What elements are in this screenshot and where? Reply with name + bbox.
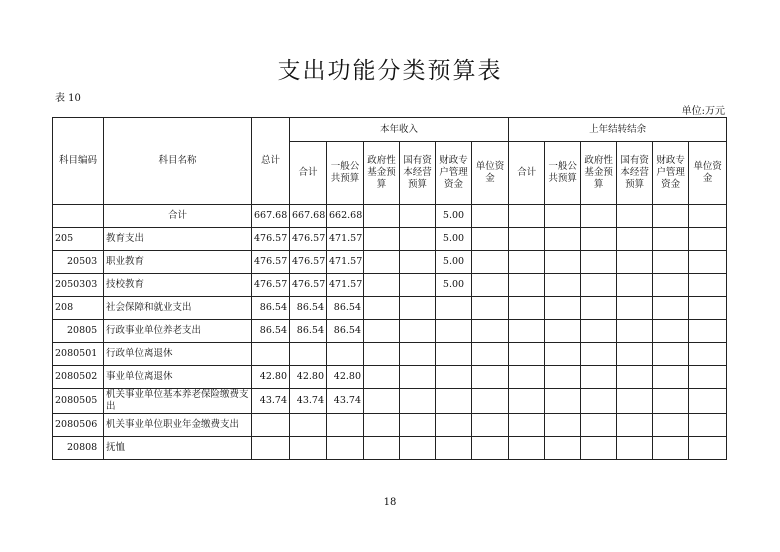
cell-carry-unit-fund	[689, 437, 727, 460]
header-carry-unit-fund: 单位资金	[689, 142, 727, 205]
cell-total	[252, 414, 290, 437]
cell-current-unit-fund	[472, 414, 509, 437]
cell-current-sum	[290, 437, 327, 460]
cell-current-unit-fund	[472, 366, 509, 389]
cell-current-general: 662.68	[327, 205, 364, 228]
header-carry-gov-fund: 政府性基金预算	[581, 142, 617, 205]
cell-total: 86.54	[252, 320, 290, 343]
cell-carry-state-capital	[617, 205, 653, 228]
header-current-general: 一般公共预算	[327, 142, 364, 205]
cell-carry-gov-fund	[581, 437, 617, 460]
cell-current-sum: 86.54	[290, 297, 327, 320]
table-row	[53, 343, 727, 366]
cell-carry-fiscal-special	[653, 205, 689, 228]
page-number: 18	[383, 497, 397, 508]
cell-carry-gov-fund	[581, 274, 617, 297]
cell-current-unit-fund	[472, 389, 509, 414]
cell-carry-gov-fund	[581, 366, 617, 389]
cell-current-general: 471.57	[327, 274, 364, 297]
cell-current-fiscal-special	[436, 343, 472, 366]
cell-carry-state-capital	[617, 297, 653, 320]
cell-current-gov-fund	[364, 274, 400, 297]
cell-current-state-capital	[400, 366, 436, 389]
cell-current-sum	[290, 343, 327, 366]
cell-current-gov-fund	[364, 205, 400, 228]
cell-carry-unit-fund	[689, 251, 727, 274]
cell-current-general	[327, 414, 364, 437]
cell-carry-general	[545, 274, 581, 297]
cell-current-sum: 667.68	[290, 205, 327, 228]
cell-current-general	[327, 343, 364, 366]
cell-name: 社会保障和就业支出	[104, 297, 252, 320]
cell-carry-sum	[509, 437, 545, 460]
cell-current-fiscal-special	[436, 414, 472, 437]
cell-carry-general	[545, 366, 581, 389]
cell-current-gov-fund	[364, 343, 400, 366]
cell-carry-gov-fund	[581, 251, 617, 274]
cell-total: 667.68	[252, 205, 290, 228]
header-carry-fiscal-special: 财政专户管理资金	[653, 142, 689, 205]
cell-current-gov-fund	[364, 414, 400, 437]
cell-carry-fiscal-special	[653, 343, 689, 366]
table-row	[53, 228, 727, 251]
cell-current-state-capital	[400, 414, 436, 437]
cell-carry-state-capital	[617, 343, 653, 366]
header-carry-state-capital: 国有资本经营预算	[617, 142, 653, 205]
cell-current-gov-fund	[364, 228, 400, 251]
cell-carry-state-capital	[617, 366, 653, 389]
cell-carry-state-capital	[617, 251, 653, 274]
cell-total: 476.57	[252, 251, 290, 274]
cell-current-fiscal-special: 5.00	[436, 228, 472, 251]
cell-carry-sum	[509, 389, 545, 414]
cell-current-gov-fund	[364, 320, 400, 343]
cell-carry-fiscal-special	[653, 251, 689, 274]
cell-carry-sum	[509, 251, 545, 274]
cell-name: 事业单位离退休	[104, 366, 252, 389]
cell-name: 技校教育	[104, 274, 252, 297]
cell-carry-gov-fund	[581, 320, 617, 343]
cell-carry-gov-fund	[581, 343, 617, 366]
cell-code: 2080501	[53, 343, 104, 366]
table-row	[53, 389, 727, 414]
cell-current-gov-fund	[364, 366, 400, 389]
header-total: 总计	[252, 118, 290, 205]
cell-current-state-capital	[400, 389, 436, 414]
cell-name: 行政单位离退休	[104, 343, 252, 366]
cell-current-general: 42.80	[327, 366, 364, 389]
cell-current-fiscal-special	[436, 297, 472, 320]
cell-name: 行政事业单位养老支出	[104, 320, 252, 343]
cell-current-general: 471.57	[327, 251, 364, 274]
cell-carry-sum	[509, 205, 545, 228]
cell-current-sum: 476.57	[290, 251, 327, 274]
header-carryover: 上年结转结余	[509, 118, 727, 142]
cell-name: 机关事业单位基本养老保险缴费支出	[104, 389, 252, 414]
cell-current-sum	[290, 414, 327, 437]
cell-carry-general	[545, 320, 581, 343]
cell-carry-fiscal-special	[653, 366, 689, 389]
table-row	[53, 437, 727, 460]
header-carry-general: 一般公共预算	[545, 142, 581, 205]
cell-carry-sum	[509, 320, 545, 343]
page-title: 支出功能分类预算表	[277, 58, 503, 84]
cell-carry-state-capital	[617, 437, 653, 460]
cell-carry-state-capital	[617, 414, 653, 437]
cell-code	[53, 205, 104, 228]
cell-current-unit-fund	[472, 274, 509, 297]
cell-current-fiscal-special	[436, 320, 472, 343]
cell-carry-state-capital	[617, 274, 653, 297]
cell-carry-sum	[509, 414, 545, 437]
cell-total: 476.57	[252, 274, 290, 297]
cell-total: 86.54	[252, 297, 290, 320]
cell-current-unit-fund	[472, 320, 509, 343]
cell-total: 42.80	[252, 366, 290, 389]
cell-code: 20503	[53, 251, 104, 274]
header-current-sum: 合计	[290, 142, 327, 205]
cell-current-state-capital	[400, 320, 436, 343]
cell-current-state-capital	[400, 274, 436, 297]
cell-current-sum: 476.57	[290, 228, 327, 251]
cell-name: 机关事业单位职业年金缴费支出	[104, 414, 252, 437]
cell-total	[252, 437, 290, 460]
cell-current-fiscal-special	[436, 366, 472, 389]
cell-carry-fiscal-special	[653, 228, 689, 251]
cell-carry-state-capital	[617, 228, 653, 251]
cell-current-gov-fund	[364, 389, 400, 414]
cell-current-gov-fund	[364, 297, 400, 320]
cell-carry-fiscal-special	[653, 437, 689, 460]
table-row	[53, 320, 727, 343]
cell-carry-general	[545, 389, 581, 414]
cell-current-fiscal-special: 5.00	[436, 205, 472, 228]
cell-carry-general	[545, 228, 581, 251]
cell-carry-general	[545, 297, 581, 320]
cell-current-gov-fund	[364, 437, 400, 460]
table-row	[53, 414, 727, 437]
header-carry-sum: 合计	[509, 142, 545, 205]
cell-current-state-capital	[400, 228, 436, 251]
table-row	[53, 366, 727, 389]
cell-carry-state-capital	[617, 320, 653, 343]
cell-carry-gov-fund	[581, 205, 617, 228]
cell-carry-gov-fund	[581, 297, 617, 320]
cell-carry-gov-fund	[581, 389, 617, 414]
table-row	[53, 297, 727, 320]
cell-current-state-capital	[400, 437, 436, 460]
header-current-unit-fund: 单位资金	[472, 142, 509, 205]
cell-code: 20808	[53, 437, 104, 460]
cell-carry-general	[545, 414, 581, 437]
cell-code: 205	[53, 228, 104, 251]
cell-current-sum: 476.57	[290, 274, 327, 297]
cell-current-unit-fund	[472, 228, 509, 251]
header-current-gov-fund: 政府性基金预算	[364, 142, 400, 205]
cell-current-unit-fund	[472, 437, 509, 460]
cell-code: 2080505	[53, 389, 104, 414]
cell-current-fiscal-special: 5.00	[436, 274, 472, 297]
cell-carry-fiscal-special	[653, 389, 689, 414]
cell-current-general: 471.57	[327, 228, 364, 251]
cell-carry-general	[545, 251, 581, 274]
cell-carry-unit-fund	[689, 205, 727, 228]
table-number: 表 10	[55, 93, 81, 104]
cell-current-state-capital	[400, 343, 436, 366]
cell-current-unit-fund	[472, 251, 509, 274]
cell-current-state-capital	[400, 251, 436, 274]
cell-carry-fiscal-special	[653, 297, 689, 320]
cell-carry-fiscal-special	[653, 320, 689, 343]
cell-carry-unit-fund	[689, 366, 727, 389]
cell-carry-fiscal-special	[653, 414, 689, 437]
cell-carry-unit-fund	[689, 414, 727, 437]
cell-current-gov-fund	[364, 251, 400, 274]
unit-label: 单位:万元	[681, 106, 725, 117]
cell-current-unit-fund	[472, 297, 509, 320]
cell-carry-sum	[509, 343, 545, 366]
budget-table	[52, 117, 727, 460]
cell-carry-unit-fund	[689, 297, 727, 320]
cell-carry-sum	[509, 274, 545, 297]
cell-carry-unit-fund	[689, 228, 727, 251]
cell-current-general	[327, 437, 364, 460]
cell-current-fiscal-special	[436, 437, 472, 460]
header-code: 科目编码	[53, 118, 104, 205]
cell-name: 抚恤	[104, 437, 252, 460]
cell-code: 2080506	[53, 414, 104, 437]
cell-carry-state-capital	[617, 389, 653, 414]
cell-carry-gov-fund	[581, 414, 617, 437]
cell-current-general: 86.54	[327, 297, 364, 320]
header-current-year: 本年收入	[290, 118, 509, 142]
cell-carry-fiscal-special	[653, 274, 689, 297]
cell-code: 20805	[53, 320, 104, 343]
cell-current-unit-fund	[472, 205, 509, 228]
cell-carry-general	[545, 437, 581, 460]
cell-code: 208	[53, 297, 104, 320]
cell-name: 合计	[104, 205, 252, 228]
table-row	[53, 274, 727, 297]
cell-carry-sum	[509, 366, 545, 389]
table-row-total	[53, 205, 727, 228]
cell-current-state-capital	[400, 205, 436, 228]
cell-current-general: 86.54	[327, 320, 364, 343]
cell-current-state-capital	[400, 297, 436, 320]
cell-name: 教育支出	[104, 228, 252, 251]
cell-current-sum: 43.74	[290, 389, 327, 414]
cell-carry-unit-fund	[689, 389, 727, 414]
cell-current-sum: 86.54	[290, 320, 327, 343]
cell-carry-sum	[509, 297, 545, 320]
cell-carry-unit-fund	[689, 274, 727, 297]
header-current-state-capital: 国有资本经营预算	[400, 142, 436, 205]
cell-current-general: 43.74	[327, 389, 364, 414]
cell-total: 43.74	[252, 389, 290, 414]
cell-carry-unit-fund	[689, 320, 727, 343]
table-row	[53, 251, 727, 274]
header-name: 科目名称	[104, 118, 252, 205]
header-current-fiscal-special: 财政专户管理资金	[436, 142, 472, 205]
cell-current-fiscal-special: 5.00	[436, 251, 472, 274]
cell-carry-unit-fund	[689, 343, 727, 366]
cell-current-fiscal-special	[436, 389, 472, 414]
cell-carry-general	[545, 343, 581, 366]
cell-carry-gov-fund	[581, 228, 617, 251]
cell-carry-sum	[509, 228, 545, 251]
cell-total	[252, 343, 290, 366]
cell-current-unit-fund	[472, 343, 509, 366]
cell-current-sum: 42.80	[290, 366, 327, 389]
cell-code: 2050303	[53, 274, 104, 297]
cell-name: 职业教育	[104, 251, 252, 274]
cell-code: 2080502	[53, 366, 104, 389]
cell-carry-general	[545, 205, 581, 228]
cell-total: 476.57	[252, 228, 290, 251]
